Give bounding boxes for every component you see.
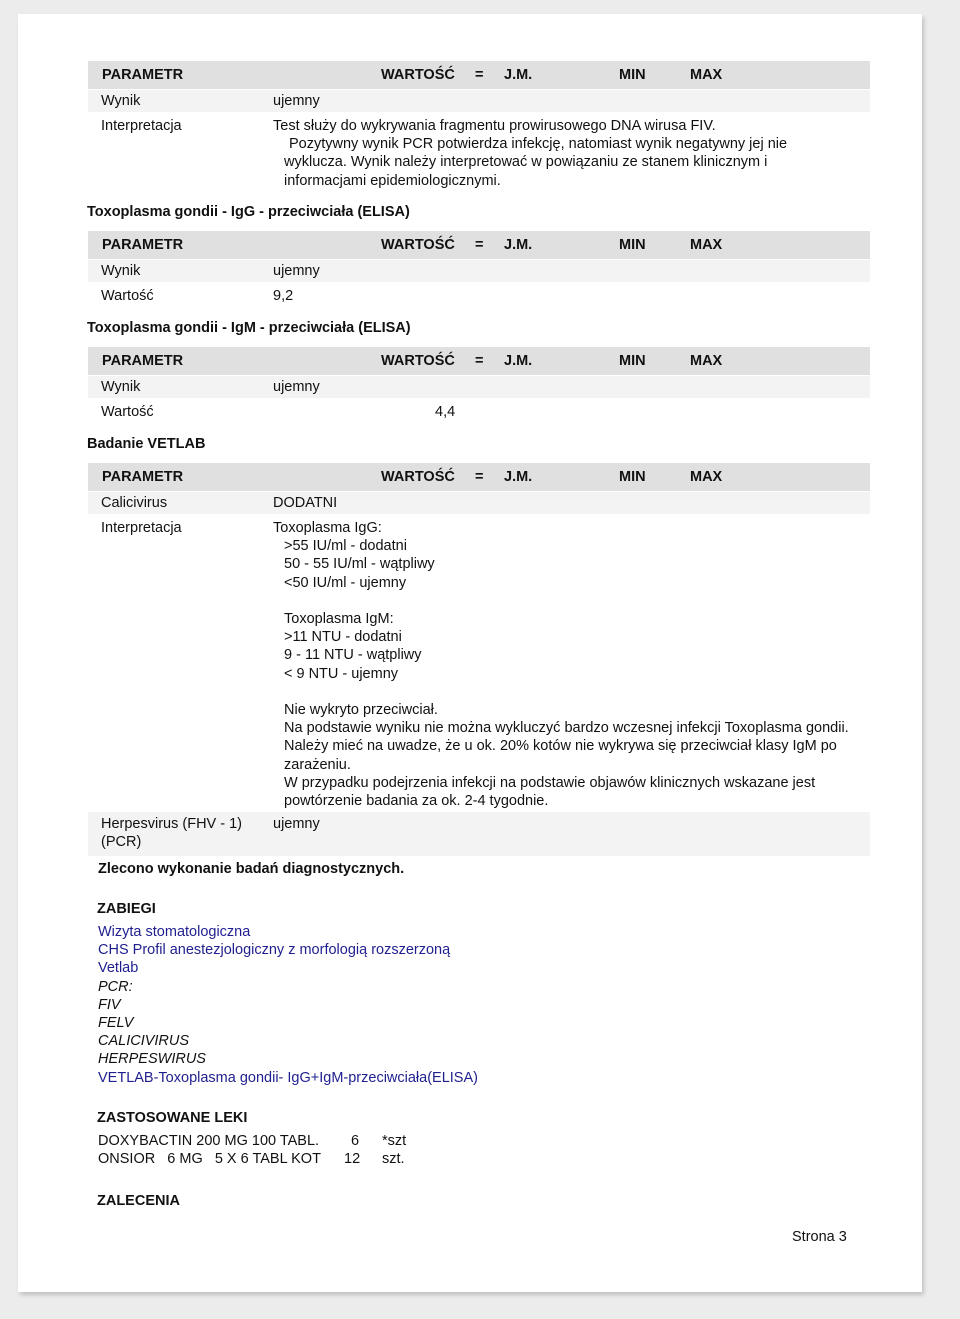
section-title-igg: Toxoplasma gondii - IgG - przeciwciała (ELISA) — [87, 204, 410, 220]
list-item: CHS Profil anestezjologiczny z morfologią rozszerzoną — [98, 942, 451, 959]
row-label: Wynik — [101, 93, 141, 109]
row-label: Interpretacja — [101, 520, 182, 536]
list-item: PCR: — [98, 978, 133, 995]
list-item: Wizyta stomatologiczna — [98, 924, 251, 940]
section-title-igm: Toxoplasma gondii - IgM - przeciwciała (ELISA) — [87, 320, 411, 336]
page-number: Strona 3 — [792, 1229, 847, 1245]
list-item: HERPESWIRUS — [98, 1051, 206, 1068]
col-value: WARTOŚĆ — [381, 67, 455, 83]
row-label: Interpretacja — [101, 118, 182, 134]
report-page — [18, 14, 922, 1292]
row-value: ujemny — [273, 93, 320, 109]
list-item: Vetlab — [98, 960, 139, 977]
interpretation-text: Test służy do wykrywania fragmentu prowirusowego DNA wirusa FIV. Pozytywny wynik PCR potwierdza infekcję, natomiast wynik negatywny jej nie wyklucza. Wynik należy interpretować w powiązaniu ze stanem klinicznym i informacjami epidemiologicznymi. — [273, 118, 788, 189]
list-item: VETLAB-Toxoplasma gondii- IgG+IgM-przeciwciała(ELISA) — [98, 1069, 478, 1086]
table-header: PARAMETR WARTOŚĆ = J.M. MIN MAX — [88, 463, 870, 491]
row-value: 9,2 — [273, 288, 294, 304]
table-row — [88, 90, 870, 112]
row-label: Wartość — [101, 404, 154, 420]
table-header: PARAMETR WARTOŚĆ = J.M. MIN MAX — [88, 347, 870, 375]
drug-qty: 12 — [344, 1151, 361, 1167]
col-max: MAX — [690, 67, 723, 83]
drug-name: ONSIOR 6 MG 5 X 6 TABL KOT — [98, 1151, 321, 1167]
row-value: 4,4 — [435, 404, 456, 420]
zabiegi-list — [98, 923, 478, 1087]
table-row: Herpesvirus (FHV - 1) (PCR) ujemny — [88, 812, 870, 856]
leki-title: ZASTOSOWANE LEKI — [97, 1110, 248, 1126]
zalecenia-title: ZALECENIA — [97, 1193, 180, 1209]
table-header — [88, 61, 870, 89]
table-header: PARAMETR WARTOŚĆ = J.M. MIN MAX — [88, 231, 870, 259]
col-min: MIN — [619, 67, 646, 83]
table-row: Calicivirus DODATNI — [88, 492, 870, 514]
drug-name: DOXYBACTIN 200 MG 100 TABL. — [98, 1133, 320, 1149]
interpretation-text: Toxoplasma IgG: >55 IU/ml - dodatni 50 - 55 IU/ml - wątpliwy <50 IU/ml - ujemny Toxoplasma IgM: >11 NTU - dodatni 9 - 11 NTU - wątpliwy < 9 NTU - ujemny Nie wykryto przeciwciał. Na podstawie wyniku nie można wykluczyć bardzo wczesnej infekcji Toxoplasma gondii. Należy mieć na uwadze, że u ok. 20% kotów nie wykrywa się przeciwciał klasy IgM po zarażeniu. W przypadku podejrzenia infekcji na podstawie objawów klinicznych wskazane jest powtórzenie badania za ok. 2-4 tygodnie. — [273, 520, 849, 810]
ordered-note: Zlecono wykonanie badań diagnostycznych. — [98, 861, 405, 877]
list-item: FELV — [98, 1015, 134, 1032]
col-unit: J.M. — [504, 67, 533, 83]
section-title-vetlab: Badanie VETLAB — [87, 436, 206, 452]
table-row: Wynik ujemny — [88, 376, 870, 398]
list-item: CALICIVIRUS — [98, 1033, 190, 1050]
col-param: PARAMETR — [102, 67, 184, 83]
list-item: FIV — [98, 996, 121, 1013]
row-label: Wartość — [101, 288, 154, 304]
drug-unit: szt. — [382, 1151, 405, 1167]
col-eq: = — [475, 67, 484, 83]
drug-unit: *szt — [382, 1133, 407, 1149]
table-row: Wynik ujemny — [88, 260, 870, 282]
drug-qty: 6 — [351, 1133, 360, 1149]
zabiegi-title: ZABIEGI — [97, 901, 156, 917]
